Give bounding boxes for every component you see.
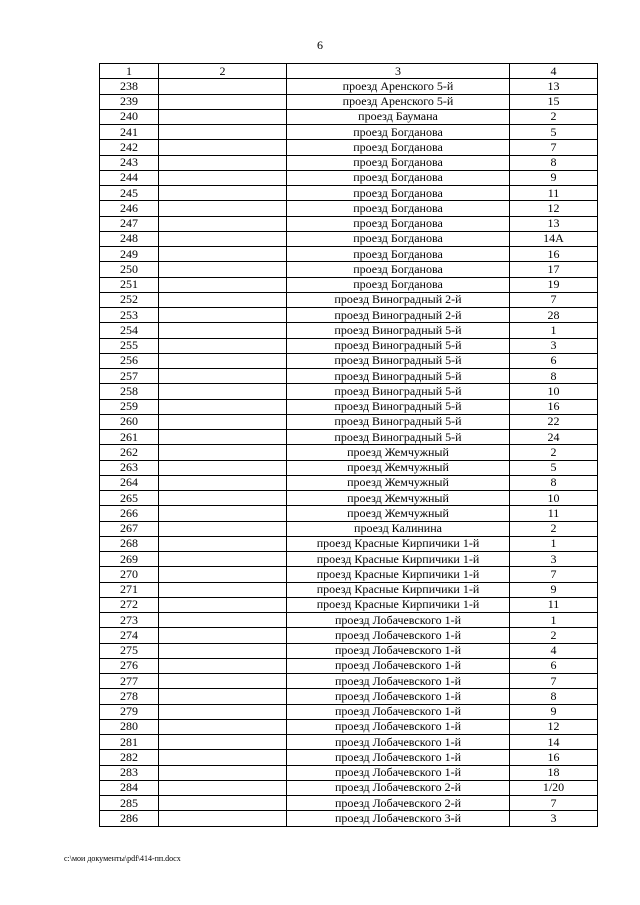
street-cell: проезд Калинина — [287, 521, 510, 536]
house-number-cell: 9 — [510, 582, 598, 597]
table-row — [100, 109, 598, 124]
street-cell: проезд Лобачевского 2-й — [287, 796, 510, 811]
column-2-cell — [159, 750, 287, 765]
street-cell: проезд Богданова — [287, 277, 510, 292]
street-cell: проезд Лобачевского 1-й — [287, 704, 510, 719]
table-row — [100, 262, 598, 277]
street-cell: проезд Виноградный 5-й — [287, 430, 510, 445]
street-cell: проезд Богданова — [287, 186, 510, 201]
table-row — [100, 155, 598, 170]
column-header: 4 — [510, 64, 598, 79]
street-cell: проезд Лобачевского 1-й — [287, 643, 510, 658]
table-row — [100, 689, 598, 704]
house-number-cell: 12 — [510, 719, 598, 734]
column-2-cell — [159, 658, 287, 673]
column-2-cell — [159, 597, 287, 612]
column-2-cell — [159, 552, 287, 567]
column-2-cell — [159, 811, 287, 826]
table-row — [100, 719, 598, 734]
street-cell: проезд Лобачевского 3-й — [287, 811, 510, 826]
column-2-cell — [159, 765, 287, 780]
table-row — [100, 704, 598, 719]
table-row — [100, 430, 598, 445]
table-row — [100, 323, 598, 338]
house-number-cell: 4 — [510, 643, 598, 658]
table-row — [100, 384, 598, 399]
column-2-cell — [159, 338, 287, 353]
house-number-cell: 10 — [510, 384, 598, 399]
street-cell: проезд Жемчужный — [287, 445, 510, 460]
table-row — [100, 582, 598, 597]
column-2-cell — [159, 430, 287, 445]
column-2-cell — [159, 231, 287, 246]
row-number-cell: 285 — [100, 796, 159, 811]
street-cell: проезд Богданова — [287, 140, 510, 155]
street-cell: проезд Красные Кирпичики 1-й — [287, 536, 510, 551]
street-cell: проезд Лобачевского 1-й — [287, 689, 510, 704]
page-number: 6 — [317, 38, 323, 52]
street-cell: проезд Виноградный 5-й — [287, 369, 510, 384]
table-row — [100, 460, 598, 475]
row-number-cell: 260 — [100, 414, 159, 429]
house-number-cell: 8 — [510, 689, 598, 704]
street-cell: проезд Виноградный 5-й — [287, 414, 510, 429]
column-2-cell — [159, 704, 287, 719]
house-number-cell: 19 — [510, 277, 598, 292]
row-number-cell: 264 — [100, 475, 159, 490]
column-2-cell — [159, 140, 287, 155]
house-number-cell: 5 — [510, 460, 598, 475]
house-number-cell: 22 — [510, 414, 598, 429]
house-number-cell: 3 — [510, 552, 598, 567]
row-number-cell: 252 — [100, 292, 159, 307]
column-2-cell — [159, 689, 287, 704]
street-cell: проезд Виноградный 5-й — [287, 323, 510, 338]
house-number-cell: 8 — [510, 369, 598, 384]
table-row — [100, 79, 598, 94]
house-number-cell: 1 — [510, 613, 598, 628]
table-row — [100, 506, 598, 521]
table-row — [100, 308, 598, 323]
street-cell: проезд Лобачевского 1-й — [287, 735, 510, 750]
row-number-cell: 278 — [100, 689, 159, 704]
row-number-cell: 265 — [100, 491, 159, 506]
house-number-cell: 13 — [510, 216, 598, 231]
row-number-cell: 279 — [100, 704, 159, 719]
table-row — [100, 186, 598, 201]
column-2-cell — [159, 353, 287, 368]
street-cell: проезд Виноградный 5-й — [287, 399, 510, 414]
street-cell: проезд Лобачевского 1-й — [287, 719, 510, 734]
table-row — [100, 445, 598, 460]
house-number-cell: 11 — [510, 186, 598, 201]
column-2-cell — [159, 613, 287, 628]
street-cell: проезд Лобачевского 1-й — [287, 658, 510, 673]
house-number-cell: 24 — [510, 430, 598, 445]
street-cell: проезд Жемчужный — [287, 506, 510, 521]
row-number-cell: 276 — [100, 658, 159, 673]
street-cell: проезд Лобачевского 1-й — [287, 674, 510, 689]
house-number-cell: 17 — [510, 262, 598, 277]
table-header-row — [100, 64, 598, 79]
table-row — [100, 521, 598, 536]
column-2-cell — [159, 170, 287, 185]
street-cell: проезд Лобачевского 1-й — [287, 765, 510, 780]
row-number-cell: 243 — [100, 155, 159, 170]
table-row — [100, 353, 598, 368]
house-number-cell: 14 — [510, 735, 598, 750]
column-2-cell — [159, 109, 287, 124]
street-cell: проезд Красные Кирпичики 1-й — [287, 582, 510, 597]
house-number-cell: 6 — [510, 658, 598, 673]
column-header: 2 — [159, 64, 287, 79]
street-cell: проезд Богданова — [287, 231, 510, 246]
table-row — [100, 780, 598, 795]
column-2-cell — [159, 216, 287, 231]
column-2-cell — [159, 79, 287, 94]
street-cell: проезд Жемчужный — [287, 475, 510, 490]
row-number-cell: 240 — [100, 109, 159, 124]
column-2-cell — [159, 292, 287, 307]
column-2-cell — [159, 323, 287, 338]
column-2-cell — [159, 536, 287, 551]
column-2-cell — [159, 719, 287, 734]
house-number-cell: 28 — [510, 308, 598, 323]
table-row — [100, 643, 598, 658]
row-number-cell: 267 — [100, 521, 159, 536]
row-number-cell: 266 — [100, 506, 159, 521]
row-number-cell: 254 — [100, 323, 159, 338]
table-row — [100, 811, 598, 826]
house-number-cell: 11 — [510, 597, 598, 612]
street-cell: проезд Жемчужный — [287, 491, 510, 506]
column-2-cell — [159, 521, 287, 536]
table-row — [100, 414, 598, 429]
table-row — [100, 369, 598, 384]
column-2-cell — [159, 445, 287, 460]
row-number-cell: 272 — [100, 597, 159, 612]
row-number-cell: 246 — [100, 201, 159, 216]
street-cell: проезд Виноградный 5-й — [287, 384, 510, 399]
row-number-cell: 273 — [100, 613, 159, 628]
row-number-cell: 275 — [100, 643, 159, 658]
table-row — [100, 170, 598, 185]
table-row — [100, 658, 598, 673]
street-cell: проезд Красные Кирпичики 1-й — [287, 567, 510, 582]
house-number-cell: 7 — [510, 796, 598, 811]
column-2-cell — [159, 94, 287, 109]
column-2-cell — [159, 186, 287, 201]
row-number-cell: 257 — [100, 369, 159, 384]
street-cell: проезд Виноградный 5-й — [287, 353, 510, 368]
row-number-cell: 277 — [100, 674, 159, 689]
column-2-cell — [159, 780, 287, 795]
row-number-cell: 251 — [100, 277, 159, 292]
column-2-cell — [159, 735, 287, 750]
house-number-cell: 2 — [510, 521, 598, 536]
row-number-cell: 282 — [100, 750, 159, 765]
street-cell: проезд Богданова — [287, 216, 510, 231]
row-number-cell: 259 — [100, 399, 159, 414]
house-number-cell: 1 — [510, 323, 598, 338]
house-number-cell: 2 — [510, 445, 598, 460]
column-2-cell — [159, 674, 287, 689]
column-2-cell — [159, 567, 287, 582]
table-row — [100, 125, 598, 140]
street-cell: проезд Лобачевского 1-й — [287, 628, 510, 643]
column-2-cell — [159, 796, 287, 811]
column-2-cell — [159, 475, 287, 490]
row-number-cell: 253 — [100, 308, 159, 323]
column-2-cell — [159, 125, 287, 140]
house-number-cell: 3 — [510, 811, 598, 826]
row-number-cell: 255 — [100, 338, 159, 353]
row-number-cell: 274 — [100, 628, 159, 643]
street-cell: проезд Лобачевского 1-й — [287, 613, 510, 628]
row-number-cell: 262 — [100, 445, 159, 460]
house-number-cell: 9 — [510, 704, 598, 719]
street-cell: проезд Виноградный 2-й — [287, 308, 510, 323]
row-number-cell: 281 — [100, 735, 159, 750]
table-row — [100, 277, 598, 292]
table-row — [100, 552, 598, 567]
house-number-cell: 14А — [510, 231, 598, 246]
street-cell: проезд Лобачевского 1-й — [287, 750, 510, 765]
house-number-cell: 10 — [510, 491, 598, 506]
column-2-cell — [159, 414, 287, 429]
table-row — [100, 613, 598, 628]
house-number-cell: 7 — [510, 567, 598, 582]
house-number-cell: 12 — [510, 201, 598, 216]
house-number-cell: 1/20 — [510, 780, 598, 795]
street-cell: проезд Виноградный 2-й — [287, 292, 510, 307]
house-number-cell: 9 — [510, 170, 598, 185]
footer-file-path: c:\мои документы\pdf\414-пп.docx — [64, 854, 181, 863]
table-row — [100, 491, 598, 506]
house-number-cell: 3 — [510, 338, 598, 353]
table-row — [100, 765, 598, 780]
row-number-cell: 284 — [100, 780, 159, 795]
row-number-cell: 258 — [100, 384, 159, 399]
column-header: 1 — [100, 64, 159, 79]
table-row — [100, 475, 598, 490]
house-number-cell: 7 — [510, 292, 598, 307]
column-2-cell — [159, 262, 287, 277]
column-2-cell — [159, 491, 287, 506]
column-2-cell — [159, 155, 287, 170]
row-number-cell: 268 — [100, 536, 159, 551]
row-number-cell: 271 — [100, 582, 159, 597]
column-2-cell — [159, 506, 287, 521]
table-row — [100, 247, 598, 262]
house-number-cell: 15 — [510, 94, 598, 109]
row-number-cell: 241 — [100, 125, 159, 140]
house-number-cell: 5 — [510, 125, 598, 140]
row-number-cell: 239 — [100, 94, 159, 109]
column-2-cell — [159, 628, 287, 643]
house-number-cell: 8 — [510, 155, 598, 170]
street-cell: проезд Аренского 5-й — [287, 79, 510, 94]
street-cell: проезд Богданова — [287, 262, 510, 277]
table-row — [100, 750, 598, 765]
row-number-cell: 242 — [100, 140, 159, 155]
table-row — [100, 399, 598, 414]
street-cell: проезд Виноградный 5-й — [287, 338, 510, 353]
table-row — [100, 536, 598, 551]
table-row — [100, 140, 598, 155]
column-2-cell — [159, 399, 287, 414]
table-row — [100, 796, 598, 811]
house-number-cell: 8 — [510, 475, 598, 490]
row-number-cell: 280 — [100, 719, 159, 734]
street-cell: проезд Богданова — [287, 247, 510, 262]
house-number-cell: 16 — [510, 247, 598, 262]
column-2-cell — [159, 582, 287, 597]
column-2-cell — [159, 460, 287, 475]
table-row — [100, 567, 598, 582]
row-number-cell: 286 — [100, 811, 159, 826]
street-cell: проезд Баумана — [287, 109, 510, 124]
table-row — [100, 597, 598, 612]
house-number-cell: 1 — [510, 536, 598, 551]
table-row — [100, 338, 598, 353]
street-cell: проезд Аренского 5-й — [287, 94, 510, 109]
column-2-cell — [159, 277, 287, 292]
row-number-cell: 261 — [100, 430, 159, 445]
street-cell: проезд Богданова — [287, 201, 510, 216]
row-number-cell: 249 — [100, 247, 159, 262]
house-number-cell: 2 — [510, 109, 598, 124]
street-cell: проезд Лобачевского 2-й — [287, 780, 510, 795]
house-number-cell: 13 — [510, 79, 598, 94]
row-number-cell: 247 — [100, 216, 159, 231]
house-number-cell: 18 — [510, 765, 598, 780]
column-2-cell — [159, 201, 287, 216]
row-number-cell: 245 — [100, 186, 159, 201]
street-cell: проезд Богданова — [287, 170, 510, 185]
table-row — [100, 292, 598, 307]
house-number-cell: 7 — [510, 674, 598, 689]
row-number-cell: 244 — [100, 170, 159, 185]
row-number-cell: 248 — [100, 231, 159, 246]
house-number-cell: 7 — [510, 140, 598, 155]
table-row — [100, 628, 598, 643]
column-2-cell — [159, 369, 287, 384]
row-number-cell: 283 — [100, 765, 159, 780]
house-number-cell: 11 — [510, 506, 598, 521]
house-number-cell: 16 — [510, 750, 598, 765]
row-number-cell: 250 — [100, 262, 159, 277]
column-2-cell — [159, 384, 287, 399]
table-row — [100, 201, 598, 216]
table-row — [100, 216, 598, 231]
house-number-cell: 6 — [510, 353, 598, 368]
house-number-cell: 16 — [510, 399, 598, 414]
column-2-cell — [159, 643, 287, 658]
table-body — [100, 79, 598, 826]
table-row — [100, 231, 598, 246]
address-table — [99, 63, 598, 827]
street-cell: проезд Красные Кирпичики 1-й — [287, 597, 510, 612]
table-row — [100, 94, 598, 109]
column-2-cell — [159, 247, 287, 262]
street-cell: проезд Богданова — [287, 125, 510, 140]
row-number-cell: 269 — [100, 552, 159, 567]
row-number-cell: 263 — [100, 460, 159, 475]
row-number-cell: 256 — [100, 353, 159, 368]
street-cell: проезд Богданова — [287, 155, 510, 170]
house-number-cell: 2 — [510, 628, 598, 643]
street-cell: проезд Красные Кирпичики 1-й — [287, 552, 510, 567]
column-header: 3 — [287, 64, 510, 79]
row-number-cell: 238 — [100, 79, 159, 94]
column-2-cell — [159, 308, 287, 323]
row-number-cell: 270 — [100, 567, 159, 582]
table-row — [100, 674, 598, 689]
table-row — [100, 735, 598, 750]
street-cell: проезд Жемчужный — [287, 460, 510, 475]
